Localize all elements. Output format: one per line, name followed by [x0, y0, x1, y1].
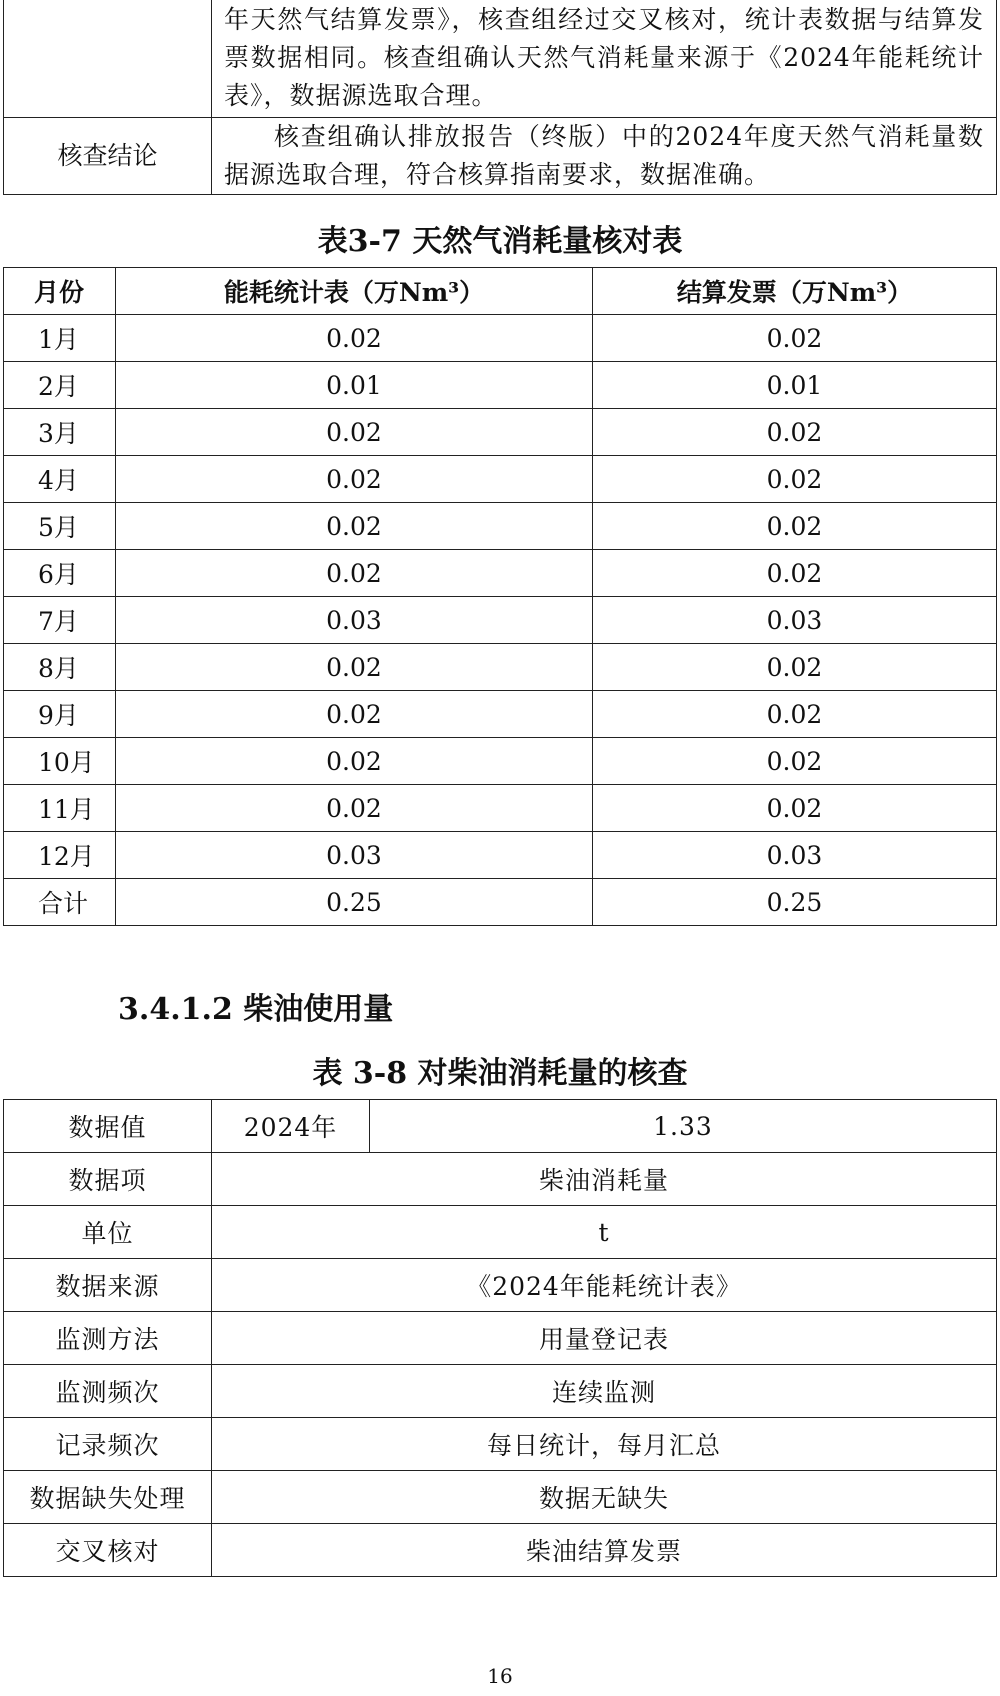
table-row: [4, 1418, 997, 1471]
table-row: [4, 1312, 997, 1365]
month-cell: 8月: [4, 644, 116, 691]
conclusion-label: 核查结论: [4, 118, 212, 195]
month-cell: 7月: [4, 597, 116, 644]
continued-text: 年天然气结算发票》，核查组经过交叉核对，统计表数据与结算发票数据相同。核查组确认天然气消耗量来源于《2024年能耗统计表》，数据源选取合理。: [212, 0, 997, 118]
conclusion-text: 核查组确认排放报告（终版）中的2024年度天然气消耗量数据源选取合理，符合核算指南要求，数据准确。: [212, 118, 997, 195]
table-row: [4, 785, 997, 832]
energy-stat-cell: 0.02: [116, 315, 593, 362]
month-cell: 6月: [4, 550, 116, 597]
data-value-row: [4, 1100, 997, 1153]
section-heading: 3.4.1.2 柴油使用量: [118, 992, 394, 1027]
row-value: 《2024年能耗统计表》: [212, 1259, 997, 1312]
invoice-cell: 0.02: [593, 691, 997, 738]
invoice-cell: 0.02: [593, 503, 997, 550]
table-row: [4, 409, 997, 456]
row-label: 数据来源: [4, 1259, 212, 1312]
energy-stat-cell: 0.01: [116, 362, 593, 409]
row-value: 用量登记表: [212, 1312, 997, 1365]
table-row: [4, 738, 997, 785]
empty-label-cell: [4, 0, 212, 118]
table-row: [4, 1153, 997, 1206]
month-cell: 5月: [4, 503, 116, 550]
month-cell: 1月: [4, 315, 116, 362]
month-cell: 合计: [4, 879, 116, 926]
month-cell: 3月: [4, 409, 116, 456]
header-month: 月份: [4, 268, 116, 315]
month-cell: 4月: [4, 456, 116, 503]
table-row: [4, 362, 997, 409]
invoice-cell: 0.02: [593, 550, 997, 597]
row-value: 柴油消耗量: [212, 1153, 997, 1206]
table-row: [4, 879, 997, 926]
header-energy-stat: 能耗统计表（万Nm³）: [116, 268, 593, 315]
row-value: 连续监测: [212, 1365, 997, 1418]
row-label: 数据缺失处理: [4, 1471, 212, 1524]
row-label: 交叉核对: [4, 1524, 212, 1577]
table-row: [4, 1471, 997, 1524]
invoice-cell: 0.02: [593, 456, 997, 503]
table-row: [4, 550, 997, 597]
row-label: 单位: [4, 1206, 212, 1259]
natural-gas-consumption-table: [3, 267, 997, 926]
table-38-caption: 表 3-8 对柴油消耗量的核查: [312, 1056, 688, 1091]
month-cell: 9月: [4, 691, 116, 738]
month-cell: 11月: [4, 785, 116, 832]
table-row: [4, 1365, 997, 1418]
verification-table-top: [3, 0, 997, 195]
table-row: [4, 456, 997, 503]
invoice-cell: 0.02: [593, 644, 997, 691]
energy-stat-cell: 0.03: [116, 832, 593, 879]
row-value: 每日统计，每月汇总: [212, 1418, 997, 1471]
header-invoice: 结算发票（万Nm³）: [593, 268, 997, 315]
month-cell: 2月: [4, 362, 116, 409]
energy-stat-cell: 0.02: [116, 503, 593, 550]
invoice-cell: 0.02: [593, 409, 997, 456]
invoice-cell: 0.25: [593, 879, 997, 926]
month-cell: 12月: [4, 832, 116, 879]
table-row: [4, 1259, 997, 1312]
energy-stat-cell: 0.02: [116, 409, 593, 456]
table-row: [4, 832, 997, 879]
energy-stat-cell: 0.02: [116, 456, 593, 503]
table-row: [4, 644, 997, 691]
invoice-cell: 0.02: [593, 785, 997, 832]
row-label: 数据项: [4, 1153, 212, 1206]
month-cell: 10月: [4, 738, 116, 785]
invoice-cell: 0.01: [593, 362, 997, 409]
row-label: 监测方法: [4, 1312, 212, 1365]
data-value-year: 2024年: [212, 1100, 370, 1153]
table-row: [4, 597, 997, 644]
invoice-cell: 0.02: [593, 738, 997, 785]
invoice-cell: 0.03: [593, 597, 997, 644]
data-value-number: 1.33: [370, 1100, 997, 1153]
table-row: [4, 503, 997, 550]
table-37-caption: 表3-7 天然气消耗量核对表: [317, 224, 683, 259]
energy-stat-cell: 0.02: [116, 644, 593, 691]
diesel-verification-table: [3, 1099, 997, 1577]
row-value: t: [212, 1206, 997, 1259]
table-row: [4, 1206, 997, 1259]
page-number: 16: [487, 1664, 513, 1688]
energy-stat-cell: 0.02: [116, 785, 593, 832]
invoice-cell: 0.03: [593, 832, 997, 879]
energy-stat-cell: 0.02: [116, 691, 593, 738]
data-value-label: 数据值: [4, 1100, 212, 1153]
row-value: 柴油结算发票: [212, 1524, 997, 1577]
table-row: [4, 1524, 997, 1577]
row-value: 数据无缺失: [212, 1471, 997, 1524]
energy-stat-cell: 0.03: [116, 597, 593, 644]
row-label: 记录频次: [4, 1418, 212, 1471]
table-row: [4, 315, 997, 362]
energy-stat-cell: 0.02: [116, 550, 593, 597]
energy-stat-cell: 0.02: [116, 738, 593, 785]
energy-stat-cell: 0.25: [116, 879, 593, 926]
invoice-cell: 0.02: [593, 315, 997, 362]
row-label: 监测频次: [4, 1365, 212, 1418]
table-row: [4, 691, 997, 738]
